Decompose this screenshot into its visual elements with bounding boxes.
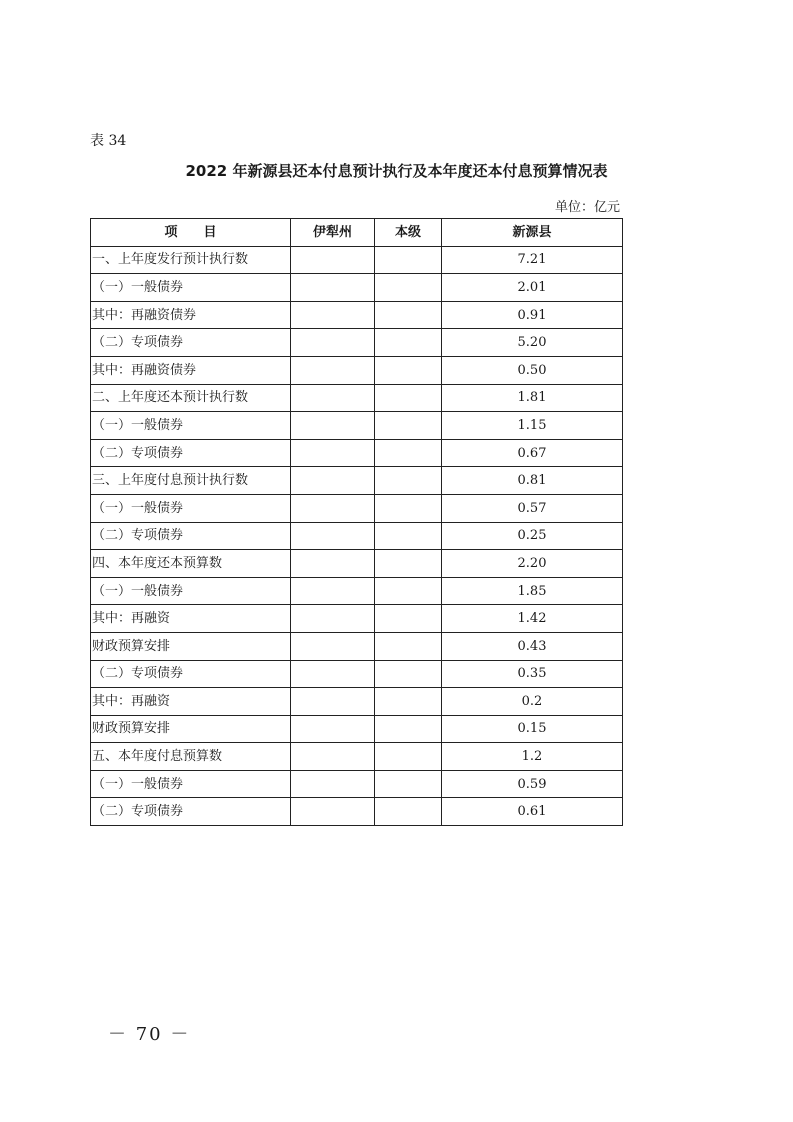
cell-xinyuan: 7.21 — [442, 246, 623, 274]
cell-xinyuan: 1.2 — [442, 743, 623, 771]
cell-benji — [375, 577, 442, 605]
table-row — [91, 439, 623, 467]
cell-benji — [375, 246, 442, 274]
cell-item: 其中：再融资债券 — [91, 301, 291, 329]
cell-benji — [375, 412, 442, 440]
table-header-row — [91, 219, 623, 247]
cell-yili — [291, 770, 375, 798]
cell-xinyuan: 0.50 — [442, 356, 623, 384]
document-title: 2022 年新源县还本付息预计执行及本年度还本付息预算情况表 — [185, 162, 608, 180]
cell-xinyuan: 0.67 — [442, 439, 623, 467]
unit-label: 单位：亿元 — [554, 200, 620, 215]
cell-xinyuan: 1.15 — [442, 412, 623, 440]
cell-yili — [291, 439, 375, 467]
page-number: － 70 － — [108, 1024, 191, 1045]
cell-xinyuan: 2.01 — [442, 274, 623, 302]
cell-benji — [375, 439, 442, 467]
cell-yili — [291, 632, 375, 660]
cell-yili — [291, 467, 375, 495]
table-row — [91, 246, 623, 274]
table-row — [91, 522, 623, 550]
cell-item: 五、本年度付息预算数 — [91, 743, 291, 771]
table-row — [91, 743, 623, 771]
cell-xinyuan: 0.15 — [442, 715, 623, 743]
cell-benji — [375, 632, 442, 660]
table-row — [91, 798, 623, 826]
cell-benji — [375, 798, 442, 826]
cell-benji — [375, 274, 442, 302]
cell-benji — [375, 301, 442, 329]
cell-yili — [291, 329, 375, 357]
cell-item: 三、上年度付息预计执行数 — [91, 467, 291, 495]
cell-item: 二、上年度还本预计执行数 — [91, 384, 291, 412]
cell-xinyuan: 0.57 — [442, 494, 623, 522]
column-header-xinyuan: 新源县 — [442, 219, 623, 247]
cell-item: 其中：再融资 — [91, 688, 291, 716]
cell-item: （一）一般债券 — [91, 412, 291, 440]
cell-yili — [291, 715, 375, 743]
table-row — [91, 660, 623, 688]
column-header-item: 项 目 — [91, 219, 291, 247]
cell-item: 一、上年度发行预计执行数 — [91, 246, 291, 274]
cell-yili — [291, 412, 375, 440]
table-row — [91, 467, 623, 495]
cell-benji — [375, 329, 442, 357]
table-label: 表 34 — [90, 133, 127, 149]
cell-yili — [291, 577, 375, 605]
table-body — [91, 246, 623, 825]
cell-xinyuan: 0.91 — [442, 301, 623, 329]
table-row — [91, 770, 623, 798]
cell-xinyuan: 5.20 — [442, 329, 623, 357]
table-row — [91, 577, 623, 605]
cell-item: （一）一般债券 — [91, 770, 291, 798]
cell-yili — [291, 384, 375, 412]
cell-yili — [291, 246, 375, 274]
cell-item: （一）一般债券 — [91, 577, 291, 605]
cell-benji — [375, 715, 442, 743]
cell-benji — [375, 384, 442, 412]
cell-item: （二）专项债券 — [91, 439, 291, 467]
table-row — [91, 605, 623, 633]
cell-item: （二）专项债券 — [91, 522, 291, 550]
table-row — [91, 329, 623, 357]
cell-item: 四、本年度还本预算数 — [91, 550, 291, 578]
cell-benji — [375, 660, 442, 688]
cell-benji — [375, 688, 442, 716]
column-header-benji: 本级 — [375, 219, 442, 247]
cell-benji — [375, 467, 442, 495]
cell-yili — [291, 522, 375, 550]
cell-yili — [291, 605, 375, 633]
cell-yili — [291, 660, 375, 688]
cell-benji — [375, 494, 442, 522]
table-row — [91, 274, 623, 302]
cell-item: （二）专项债券 — [91, 798, 291, 826]
cell-item: 财政预算安排 — [91, 632, 291, 660]
table-row — [91, 494, 623, 522]
cell-benji — [375, 770, 442, 798]
cell-xinyuan: 0.25 — [442, 522, 623, 550]
cell-item: 财政预算安排 — [91, 715, 291, 743]
cell-xinyuan: 0.35 — [442, 660, 623, 688]
cell-yili — [291, 798, 375, 826]
cell-benji — [375, 550, 442, 578]
cell-yili — [291, 301, 375, 329]
cell-xinyuan: 0.43 — [442, 632, 623, 660]
cell-xinyuan: 1.85 — [442, 577, 623, 605]
cell-item: 其中：再融资债券 — [91, 356, 291, 384]
table-row — [91, 412, 623, 440]
cell-item: （一）一般债券 — [91, 274, 291, 302]
cell-benji — [375, 522, 442, 550]
table-row — [91, 715, 623, 743]
cell-benji — [375, 605, 442, 633]
table-row — [91, 384, 623, 412]
cell-yili — [291, 494, 375, 522]
cell-item: （二）专项债券 — [91, 329, 291, 357]
cell-xinyuan: 1.81 — [442, 384, 623, 412]
budget-table — [90, 218, 623, 826]
cell-yili — [291, 688, 375, 716]
cell-benji — [375, 743, 442, 771]
cell-xinyuan: 1.42 — [442, 605, 623, 633]
table-row — [91, 688, 623, 716]
table-row — [91, 301, 623, 329]
cell-xinyuan: 0.59 — [442, 770, 623, 798]
table-row — [91, 550, 623, 578]
table-row — [91, 356, 623, 384]
cell-item: （一）一般债券 — [91, 494, 291, 522]
cell-xinyuan: 0.2 — [442, 688, 623, 716]
cell-yili — [291, 356, 375, 384]
cell-benji — [375, 356, 442, 384]
cell-xinyuan: 2.20 — [442, 550, 623, 578]
cell-xinyuan: 0.61 — [442, 798, 623, 826]
cell-yili — [291, 274, 375, 302]
table-row — [91, 632, 623, 660]
cell-item: （二）专项债券 — [91, 660, 291, 688]
cell-xinyuan: 0.81 — [442, 467, 623, 495]
cell-item: 其中：再融资 — [91, 605, 291, 633]
column-header-yili: 伊犁州 — [291, 219, 375, 247]
cell-yili — [291, 550, 375, 578]
cell-yili — [291, 743, 375, 771]
